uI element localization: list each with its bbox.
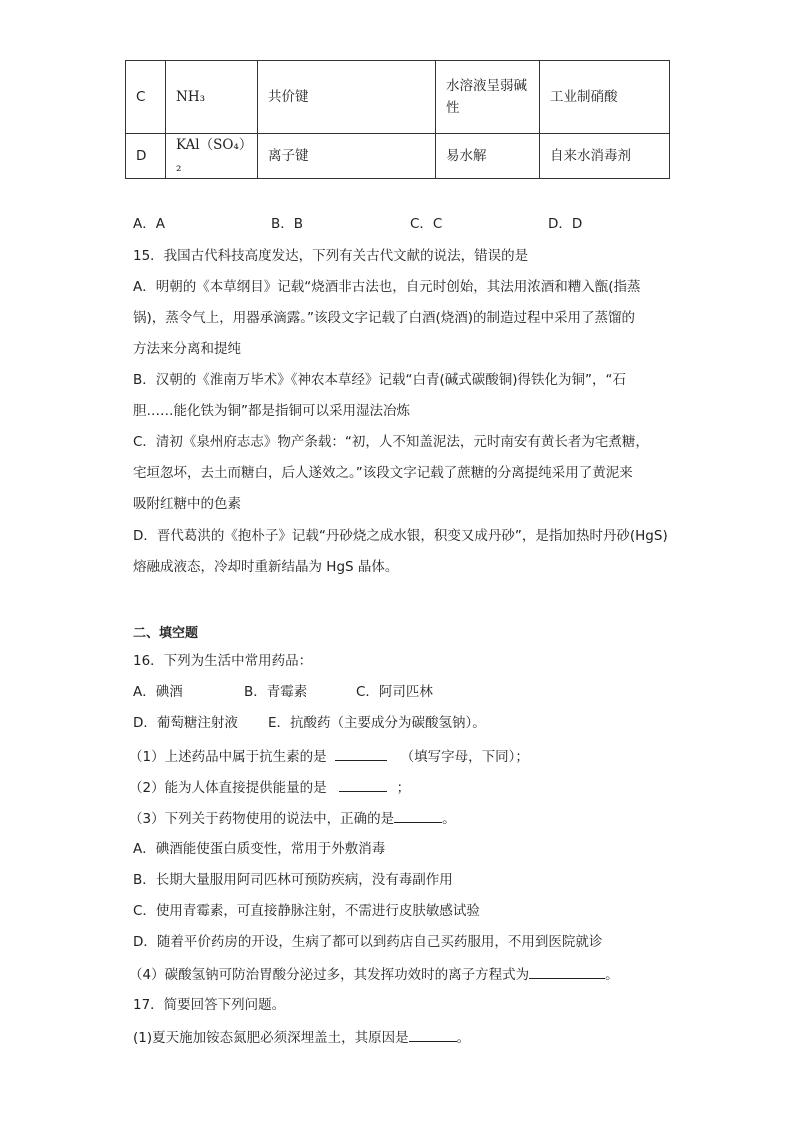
q17-sub1-suffix: 。 xyxy=(456,1030,471,1046)
q15-option-c-line1: C．清初《泉州府志志》物产条载：“初，人不知盖泥法，元时南安有黄长者为宅煮糖， xyxy=(133,434,649,450)
answer-blank[interactable] xyxy=(394,808,442,823)
q14-option-b: B．B xyxy=(271,216,304,232)
q16-sub3-option-a: A．碘酒能使蛋白质变性，常用于外敷消毒 xyxy=(133,841,386,857)
row-use: 工业制硝酸 xyxy=(540,61,670,134)
row-bond: 共价键 xyxy=(258,61,436,134)
q16-option-e: E．抗酸药（主要成分为碳酸氢钠）。 xyxy=(268,715,486,731)
q15-option-a-line1: A．明朝的《本草纲目》记载“烧酒非古法也，自元时创始，其法用浓酒和糟入甑(指蒸 xyxy=(133,279,641,295)
q16-sub3-option-d: D．随着平价药房的开设，生病了都可以到药店自己买药服用，不用到医院就诊 xyxy=(133,934,603,950)
q14-option-a: A．A xyxy=(133,216,165,232)
q15-option-d-line2: 熔融成液态，冷却时重新结晶为 HgS 晶体。 xyxy=(133,559,399,575)
q15-option-b-line2: 胆……能化铁为铜”都是指铜可以采用湿法冶炼 xyxy=(133,403,410,419)
q16-sub1-suffix: （填写字母，下同）； xyxy=(400,749,529,765)
row-property: 水溶液呈弱碱性 xyxy=(436,61,540,134)
q15-option-c-line3: 吸附红糖中的色素 xyxy=(133,496,241,512)
q16-option-a: A．碘酒 xyxy=(133,684,183,700)
row-use: 自来水消毒剂 xyxy=(540,134,670,179)
q16-sub2 xyxy=(129,777,410,797)
section-heading: 二、填空题 xyxy=(133,626,199,641)
q15-option-a-line2: 锅)，蒸令气上，用器承滴露。”该段文字记载了白酒(烧酒)的制造过程中采用了蒸馏的 xyxy=(133,310,636,326)
answer-blank[interactable] xyxy=(529,964,605,979)
q16-option-b: B．青霉素 xyxy=(244,684,308,700)
answer-blank[interactable] xyxy=(335,746,387,761)
row-label: D xyxy=(126,134,166,179)
row-property: 易水解 xyxy=(436,134,540,179)
q15-option-a-line3: 方法来分离和提纯 xyxy=(133,341,241,357)
q16-sub1-text: （1）上述药品中属于抗生素的是 xyxy=(129,749,327,765)
row-formula: NH₃ xyxy=(166,61,258,134)
q17-sub1 xyxy=(133,1027,470,1047)
q14-option-c: C．C xyxy=(410,216,443,232)
q16-sub4-suffix: 。 xyxy=(605,967,619,983)
compound-table xyxy=(125,60,670,179)
q16-sub3-option-b: B．长期大量服用阿司匹林可预防疾病，没有毒副作用 xyxy=(133,872,453,888)
q16-sub2-text: （2）能为人体直接提供能量的是 xyxy=(129,780,327,796)
answer-blank[interactable] xyxy=(339,777,387,792)
q16-stem: 16．下列为生活中常用药品： xyxy=(133,653,313,669)
row-formula: KAl（SO₄）₂ xyxy=(166,134,258,179)
row-label: C xyxy=(126,61,166,134)
q16-sub4 xyxy=(129,964,619,984)
q16-sub3-text: （3）下列关于药物使用的说法中，正确的是 xyxy=(129,811,395,827)
q16-sub3-suffix: 。 xyxy=(442,811,456,827)
answer-blank[interactable] xyxy=(409,1027,457,1042)
q15-stem: 15．我国古代科技高度发达，下列有关古代文献的说法，错误的是 xyxy=(133,248,529,264)
row-bond: 离子键 xyxy=(258,134,436,179)
q16-sub4-text: （4）碳酸氢钠可防治胃酸分泌过多，其发挥功效时的离子方程式为 xyxy=(129,967,530,983)
q16-option-d: D．葡萄糖注射液 xyxy=(133,715,238,731)
q15-option-c-line2: 宅垣忽坏，去土而糖白，后人遂效之。”该段文字记载了蔗糖的分离提纯采用了黄泥来 xyxy=(133,465,633,481)
q15-option-b-line1: B．汉朝的《淮南万毕术》《神农本草经》记载“白青(碱式碳酸铜)得铁化为铜”，“石 xyxy=(133,372,627,388)
table-row xyxy=(126,61,670,134)
q16-sub3-option-c: C．使用青霉素，可直接静脉注射，不需进行皮肤敏感试验 xyxy=(133,903,480,919)
q16-sub1 xyxy=(129,746,529,766)
q16-sub3 xyxy=(129,808,456,828)
q16-sub2-suffix: ； xyxy=(396,780,411,796)
table-row xyxy=(126,134,670,179)
q15-option-d-line1: D．晋代葛洪的《抱朴子》记载“丹砂烧之成水银，积变又成丹砂”，是指加热时丹砂(HgS) xyxy=(133,528,668,544)
q14-option-d: D．D xyxy=(548,216,583,232)
q17-stem: 17．简要回答下列问题。 xyxy=(133,997,286,1013)
q16-option-c: C．阿司匹林 xyxy=(356,684,433,700)
q17-sub1-text: (1)夏天施加铵态氮肥必须深埋盖土，其原因是 xyxy=(133,1030,409,1046)
